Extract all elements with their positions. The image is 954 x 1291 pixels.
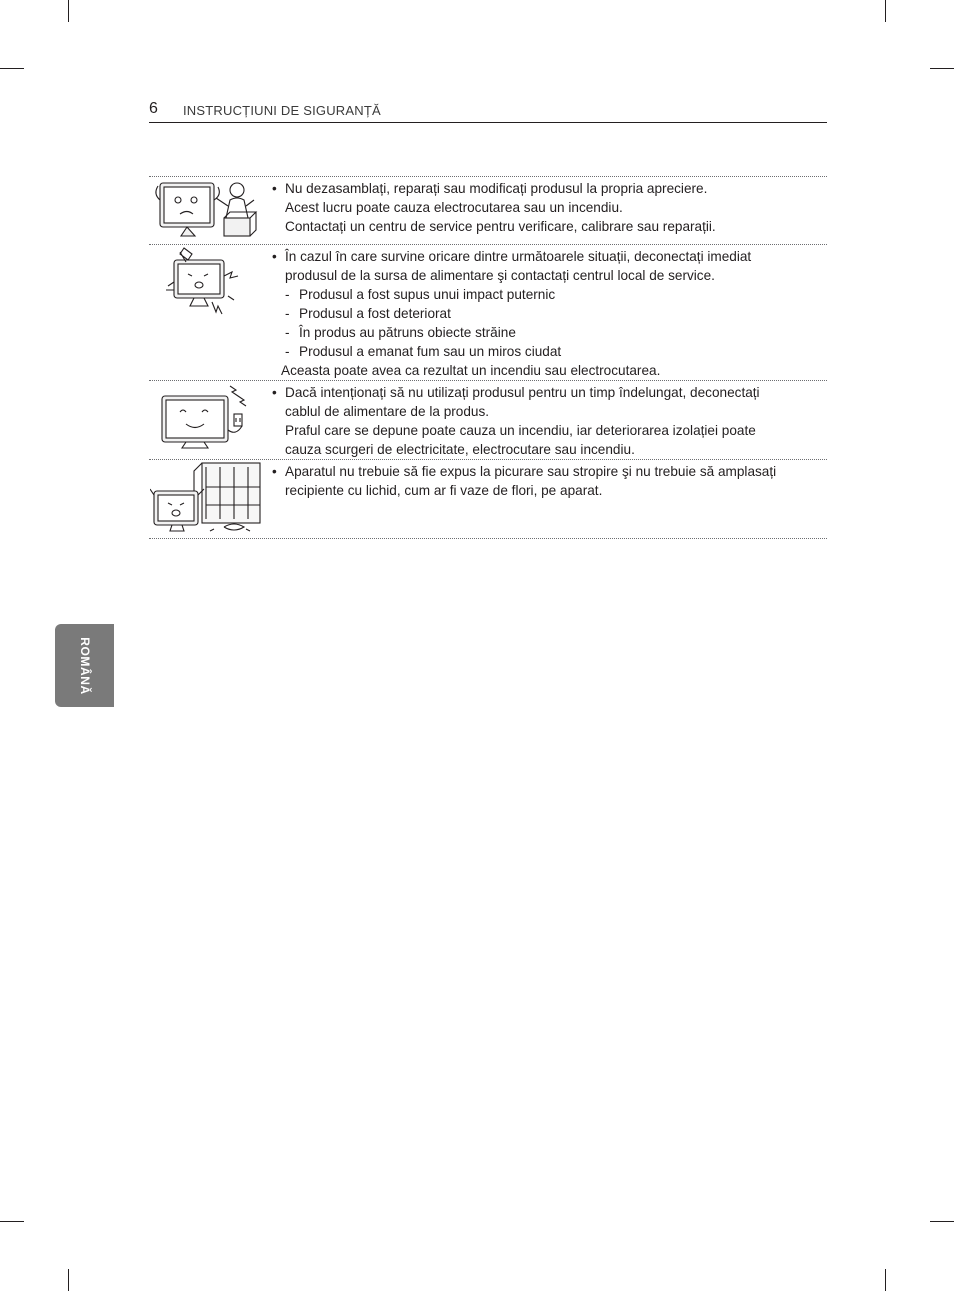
instruction-line: Contactați un centru de service pentru verificare, calibrare sau reparații.	[285, 219, 716, 234]
tv-disassembly-illustration-icon	[150, 178, 262, 242]
crop-mark	[0, 1221, 24, 1222]
instruction-line: cablul de alimentare de la produs.	[285, 404, 490, 419]
list-item: - Produsul a fost supus unui impact puternic	[271, 285, 827, 304]
crop-mark	[0, 68, 24, 69]
instruction-line: Praful care se depune poate cauza un incendiu, iar deteriorarea izolației poate	[285, 423, 756, 438]
list-item: - Produsul a emanat fum sau un miros ciudat	[271, 342, 827, 361]
instruction-line: Acest lucru poate cauza electrocutarea sau un incendiu.	[285, 200, 623, 215]
crop-mark	[930, 68, 954, 69]
tv-water-splash-illustration-icon	[150, 461, 262, 537]
language-tab	[55, 624, 114, 707]
section-title: INSTRUCȚIUNI DE SIGURANȚĂ	[183, 103, 381, 118]
safety-row-long-unused	[149, 381, 827, 460]
tv-damaged-illustration-icon	[150, 246, 262, 318]
instruction-line: • Aparatul nu trebuie să fie expus la picurare sau stropire şi nu trebuie să amplasați	[285, 464, 777, 479]
instruction-line: produsul de la sursa de alimentare şi contactați centrul local de service.	[285, 268, 715, 283]
safety-row-liquid	[149, 460, 827, 539]
crop-mark	[68, 0, 69, 22]
list-item: - În produs au pătruns obiecte străine	[271, 323, 827, 342]
list-item: - Produsul a fost deteriorat	[271, 304, 827, 323]
crop-mark	[885, 1269, 886, 1291]
safety-row-disconnect-immediately	[149, 245, 827, 381]
crop-mark	[885, 0, 886, 22]
crop-mark	[68, 1269, 69, 1291]
instruction-line: • Nu dezasamblați, reparați sau modificați produsul la propria apreciere.	[285, 181, 708, 196]
tv-unplugged-illustration-icon	[150, 382, 262, 454]
crop-mark	[930, 1221, 954, 1222]
language-tab-label: ROMÂNĂ	[77, 636, 92, 695]
instruction-line: recipiente cu lichid, cum ar fi vaze de flori, pe aparat.	[285, 483, 603, 498]
safety-row-disassembly	[149, 177, 827, 245]
safety-instructions-table	[149, 176, 827, 539]
instruction-line: cauza scurgeri de electricitate, electrocutare sau incendiu.	[285, 442, 635, 457]
instruction-consequence: Aceasta poate avea ca rezultat un incendiu sau electrocutarea.	[281, 363, 661, 378]
page-header	[149, 100, 827, 123]
instruction-line: • În cazul în care survine oricare dintre următoarele situații, deconectați imediat	[285, 249, 752, 264]
instruction-line: • Dacă intenționați să nu utilizați produsul pentru un timp îndelungat, deconectați	[285, 385, 760, 400]
page-number: 6	[149, 100, 158, 117]
